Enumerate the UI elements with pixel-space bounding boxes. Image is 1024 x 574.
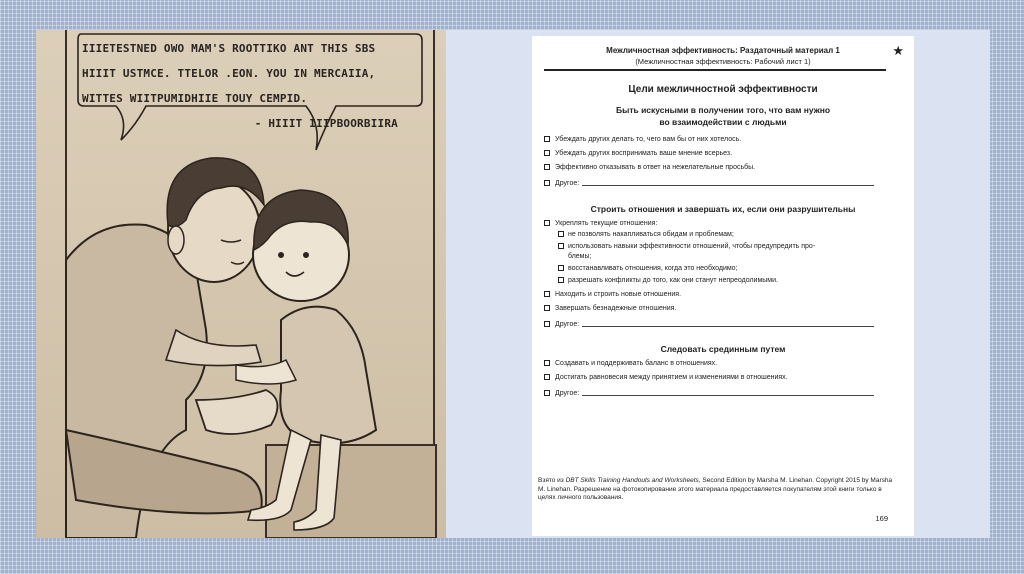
checklist-item [544, 359, 717, 368]
checkbox-icon[interactable] [544, 390, 550, 396]
checkbox-icon[interactable] [544, 374, 550, 380]
checklist-item-text: Достигать равновесия между принятием и изменениями в отношениях. [555, 374, 788, 381]
checklist-item-text: Другое: [555, 180, 580, 187]
handout-page [532, 36, 914, 536]
section-title-1 [532, 104, 914, 128]
speech-bubble-text [82, 36, 404, 136]
checklist-item-text: восстанавливать отношения, когда это необходимо; [568, 265, 738, 272]
checklist-item-other [544, 387, 874, 398]
write-in-line[interactable] [582, 177, 874, 186]
checklist-item [544, 135, 741, 144]
header-divider [544, 69, 886, 71]
checkbox-icon[interactable] [544, 220, 550, 226]
checklist-subitem [558, 230, 734, 239]
checklist-item-text: разрешать конфликты до того, как они станут непреодолимыми. [568, 277, 778, 284]
checklist-subitem [558, 264, 738, 273]
checklist-item-text: Другое: [555, 390, 580, 397]
caption-signature: - HIIIT IIIPBOORBIIRA [254, 117, 398, 130]
checklist-subitem-continuation: блемы; [568, 253, 592, 260]
caption-line: IIIETESTNED OWO MAM'S ROOTTIKO ANT THIS SBS [82, 42, 376, 55]
checkbox-icon[interactable] [558, 231, 564, 237]
checkbox-icon[interactable] [544, 305, 550, 311]
checklist-item-text: Создавать и поддерживать баланс в отношениях. [555, 360, 718, 367]
write-in-line[interactable] [582, 318, 874, 327]
caption-line: WITTES WIITPUMIDHIIE TOUY CEMPID. [82, 92, 308, 105]
checklist-item-other [544, 318, 874, 329]
handout-header-title: Межличностная эффективность: Раздаточный материал 1 [606, 46, 840, 55]
caption-line: HIIIT USTMCE. TTELOR .EON. YOU IN MERCAIIA, [82, 67, 376, 80]
section-title-1-line-1: Быть искусными в получении того, что вам нужно [615, 105, 831, 115]
checkbox-icon[interactable] [544, 360, 550, 366]
handout-main-title: Цели межличностной эффективности [628, 84, 818, 95]
checkbox-icon[interactable] [558, 277, 564, 283]
checklist-item-text: Убеждать других воспринимать ваше мнение всерьез. [555, 150, 733, 157]
checklist-item-text: не позволять накапливаться обидам и проблемам; [568, 231, 734, 238]
checkbox-icon[interactable] [544, 164, 550, 170]
copyright-footer [538, 477, 894, 503]
section-title-2: Строить отношения и завершать их, если они разрушительны [590, 204, 856, 214]
checklist-item [544, 304, 676, 313]
write-in-line[interactable] [582, 387, 874, 396]
checklist-item [544, 373, 788, 382]
checklist-subitem [558, 242, 815, 251]
star-icon: ★ [892, 43, 904, 58]
checklist-item-text: Завершать безнадежные отношения. [555, 305, 677, 312]
footer-book-title: DBT Skills Training Handouts and Worksheets [565, 477, 699, 484]
handout-header-subtitle: (Межличностная эффективность: Рабочий лист 1) [635, 57, 811, 66]
checkbox-icon[interactable] [544, 136, 550, 142]
checkbox-icon[interactable] [558, 265, 564, 271]
section-title-3: Следовать срединным путем [660, 344, 786, 354]
checklist-item [544, 219, 657, 228]
checkbox-icon[interactable] [558, 243, 564, 249]
checkbox-icon[interactable] [544, 321, 550, 327]
footer-text: , Second Edition by Marsha M. Linehan. Copyright 2015 by Marsha M. Linehan. Разрешение на фотокопирование этого материала предоставляется покупателям этой книги только в целях личного пользования. [538, 477, 893, 501]
checklist-item-text: Укреплять текущие отношения: [555, 220, 658, 227]
checkbox-icon[interactable] [544, 180, 550, 186]
checkbox-icon[interactable] [544, 150, 550, 156]
section-title-1-line-2: во взаимодействии с людьми [659, 117, 787, 127]
checklist-item-text: Эффективно отказывать в ответ на нежелательные просьбы. [555, 164, 756, 171]
page-number: 169 [875, 514, 888, 523]
checklist-item-other [544, 177, 874, 188]
checklist-item-text: Убеждать других делать то, чего вам бы от них хотелось. [555, 136, 742, 143]
checklist-item-text: использовать навыки эффективности отношений, чтобы предупредить про- [568, 243, 816, 250]
checklist-subitem [558, 276, 778, 285]
checklist-item-text: Находить и строить новые отношения. [555, 291, 682, 298]
slide [36, 30, 990, 538]
checklist-item-text: Другое: [555, 321, 580, 328]
illustration-panel [36, 30, 446, 538]
checklist-item [544, 290, 681, 299]
checklist-item [544, 163, 755, 172]
footer-prefix: Взято из [538, 477, 564, 484]
checklist-item [544, 149, 732, 158]
checkbox-icon[interactable] [544, 291, 550, 297]
